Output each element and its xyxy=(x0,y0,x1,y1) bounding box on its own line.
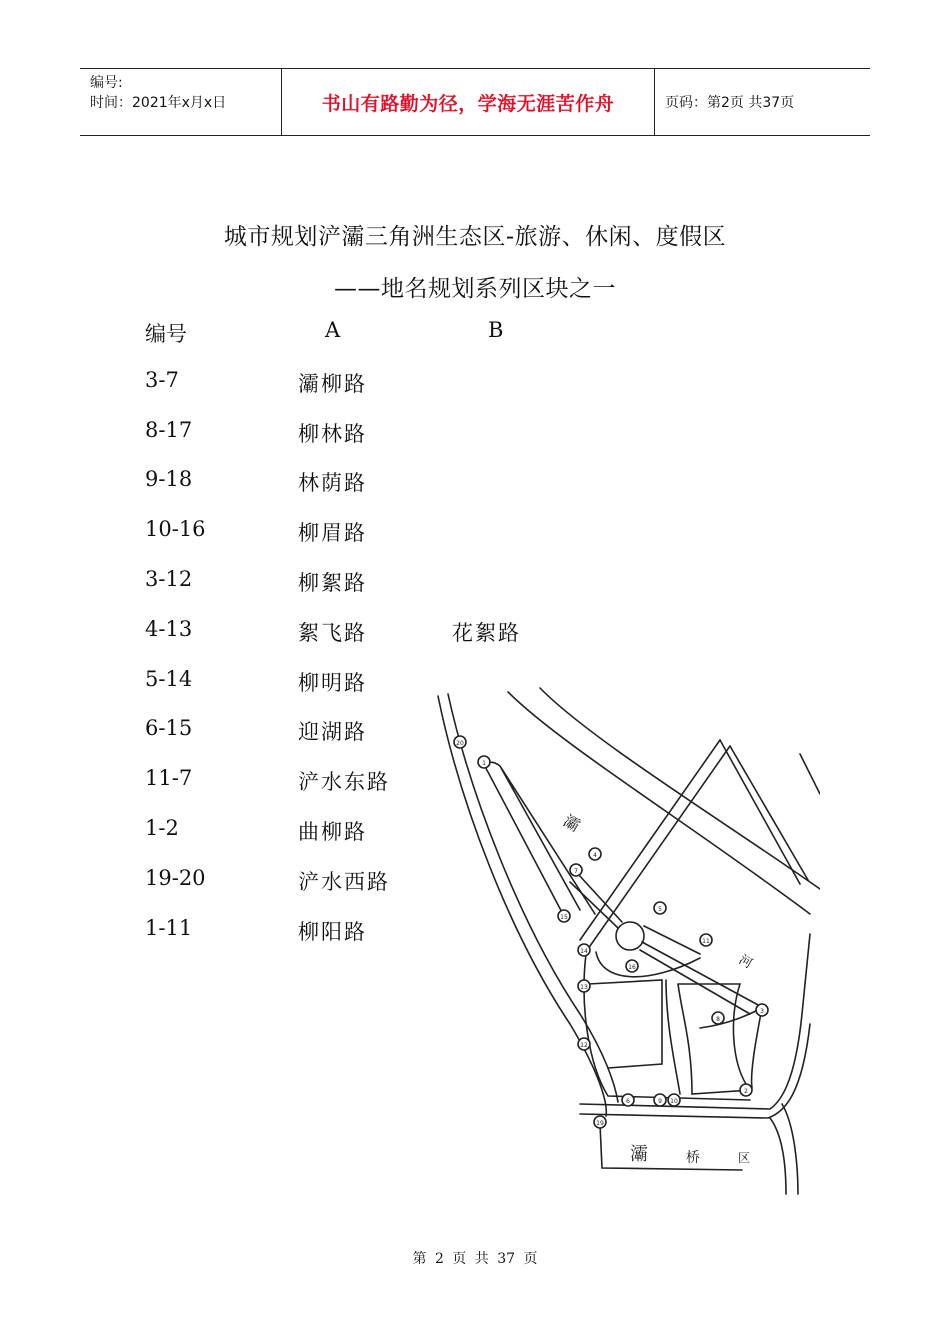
row-number: 3-7 xyxy=(145,367,179,392)
row-number: 5-14 xyxy=(145,666,193,691)
row-name-a: 柳阳路 xyxy=(298,919,367,944)
roundabout xyxy=(616,922,644,950)
row-number: 4-13 xyxy=(145,616,193,641)
map-marker-label: 19 xyxy=(596,1120,604,1127)
page-header xyxy=(80,68,870,136)
header-page-info: 页码：第2页 共37页 xyxy=(665,95,795,111)
row-name-a: 絮飞路 xyxy=(298,620,367,645)
river-label-2: 河 xyxy=(736,952,755,972)
number-label: 编号: xyxy=(90,75,123,91)
row-number: 9-18 xyxy=(145,467,193,492)
row-number: 1-2 xyxy=(145,815,179,840)
map-marker-label: 20 xyxy=(456,740,464,747)
row-number: 10-16 xyxy=(145,517,206,542)
row-name-a: 曲柳路 xyxy=(298,819,367,844)
document-title: 城市规划浐灞三角洲生态区-旅游、休闲、度假区 xyxy=(223,224,727,250)
map-marker-label: 9 xyxy=(658,1098,662,1105)
map-marker-label: 11 xyxy=(702,938,710,945)
motto-text: 书山有路勤为径，学海无涯苦作舟 xyxy=(321,92,615,115)
time-label: 时间：2021年x月x日 xyxy=(90,95,227,111)
river-label: 灞 xyxy=(560,811,584,836)
header-b: B xyxy=(488,318,506,342)
map-marker-label: 14 xyxy=(580,948,588,955)
row-name-a: 浐水西路 xyxy=(298,869,390,894)
road-line xyxy=(580,934,810,1118)
district-label-2: 桥 xyxy=(686,1150,700,1166)
row-name-b: 花絮路 xyxy=(452,620,521,645)
map-marker-label: 16 xyxy=(628,964,636,971)
road-line xyxy=(600,1124,742,1170)
header-a: A xyxy=(325,318,343,342)
road-line xyxy=(570,874,760,1014)
row-name-a: 灞柳路 xyxy=(298,371,367,396)
map-marker-label: 12 xyxy=(580,1042,588,1049)
row-number: 8-17 xyxy=(145,417,193,442)
map-marker-label: 10 xyxy=(670,1098,678,1105)
district-label-3: 区 xyxy=(738,1151,751,1165)
row-name-a: 柳林路 xyxy=(298,421,367,446)
road-line xyxy=(700,1008,762,1088)
header-meta xyxy=(80,69,282,135)
road-line xyxy=(448,694,618,1102)
map-marker-label: 1 xyxy=(482,760,486,767)
map-marker-label: 5 xyxy=(658,906,662,913)
district-label-1: 灞 xyxy=(630,1144,648,1165)
road-line xyxy=(584,952,750,1100)
row-number: 6-15 xyxy=(145,716,193,741)
road-sketch-map xyxy=(430,684,820,1204)
row-number: 19-20 xyxy=(145,865,206,890)
map-marker-label: 8 xyxy=(716,1016,720,1023)
road-line xyxy=(770,1104,798,1194)
road-line xyxy=(678,984,750,1094)
map-marker-label: 3 xyxy=(760,1008,764,1015)
map-marker-label: 6 xyxy=(626,1098,630,1105)
map-marker-label: 4 xyxy=(593,852,597,859)
row-number: 11-7 xyxy=(145,766,193,791)
road-line xyxy=(720,740,820,884)
road-line xyxy=(580,740,730,946)
river-bank xyxy=(508,692,810,914)
row-name-a: 柳明路 xyxy=(298,670,367,695)
road-line xyxy=(588,980,680,1094)
row-number: 1-11 xyxy=(145,915,193,940)
road-line xyxy=(438,696,606,1116)
map-markers xyxy=(454,736,768,1128)
river-bank xyxy=(540,688,820,889)
row-name-a: 柳眉路 xyxy=(298,521,367,546)
map-marker-label: 7 xyxy=(574,868,578,875)
map-marker-label: 2 xyxy=(744,1088,748,1095)
header-motto-cell xyxy=(282,69,655,135)
row-number: 3-12 xyxy=(145,566,193,591)
row-name-a: 林荫路 xyxy=(298,471,367,496)
map-marker-label: 13 xyxy=(580,984,588,991)
page-footer: 第 2 页 共 37 页 xyxy=(412,1251,538,1267)
document-subtitle: ——地名规划系列区块之一 xyxy=(334,276,616,302)
map-marker-label: 15 xyxy=(560,914,568,921)
row-name-a: 柳絮路 xyxy=(298,570,367,595)
row-name-a: 迎湖路 xyxy=(298,720,367,745)
header-number: 编号 xyxy=(145,322,187,346)
row-name-a: 浐水东路 xyxy=(298,770,390,795)
